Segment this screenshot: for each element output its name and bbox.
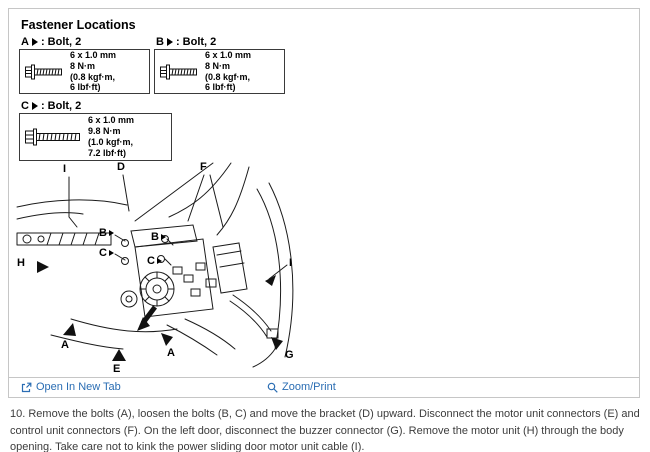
- fastener-c-spec-text: [88, 115, 134, 159]
- diagram-label-d: [117, 161, 125, 173]
- label-letter: H: [17, 257, 25, 269]
- magnifier-icon: [267, 382, 278, 393]
- diagram-label-e: [113, 363, 120, 375]
- fastener-b-type: : Bolt, 2: [175, 36, 217, 48]
- fastener-c-type: : Bolt, 2: [40, 100, 82, 112]
- fastener-b-letter: B: [156, 36, 164, 48]
- label-letter: C: [147, 255, 155, 267]
- bolt-icon: [160, 64, 198, 80]
- fastener-c-letter: C: [21, 100, 29, 112]
- spec-line: 8 N·m: [70, 60, 96, 71]
- spec-line: 8 N·m: [205, 60, 231, 71]
- spec-line: (0.8 kgf·m,: [70, 71, 116, 82]
- diagram-label-i: [289, 257, 292, 269]
- figure-toolbar: [9, 377, 639, 397]
- fastener-a-type: : Bolt, 2: [40, 36, 82, 48]
- diagram-label-b: [99, 227, 114, 239]
- label-letter: B: [151, 231, 159, 243]
- fastener-a-letter: A: [21, 36, 29, 48]
- label-letter: C: [99, 247, 107, 259]
- label-letter: E: [113, 363, 121, 375]
- open-in-new-tab-label: Open In New Tab: [36, 381, 121, 393]
- spec-line: 9.8 N·m: [88, 126, 121, 137]
- spec-line: 6 lbf·ft): [205, 82, 236, 93]
- diagram-label-g: [285, 349, 294, 361]
- diagram-label-a: [61, 339, 69, 351]
- label-letter: D: [117, 161, 125, 173]
- instruction-text: 10. Remove the bolts (A), loosen the bolts (B, C) and move the bracket (D) upward. Disconnect the motor unit connectors (E) and control unit connectors (F). On the left door, disconnect the buzzer connector (G). Remove the motor unit (H) through the body opening. Take care not to kink the power sliding door motor unit cable (I).: [10, 408, 640, 452]
- diagram-label-c: [99, 247, 114, 259]
- label-letter: A: [61, 339, 69, 351]
- fastener-b-label: [156, 36, 216, 48]
- label-letter: G: [285, 349, 294, 361]
- label-letter: B: [99, 227, 107, 239]
- diagram-label-h: [17, 257, 25, 269]
- open-in-new-tab-link[interactable]: [21, 381, 121, 393]
- diagram-label-i: [63, 163, 66, 175]
- bolt-icon: [25, 64, 63, 80]
- figure-panel: [8, 8, 640, 398]
- label-letter: I: [63, 163, 67, 175]
- zoom-print-label: Zoom/Print: [282, 381, 336, 393]
- spec-line: 7.2 lbf·ft): [88, 147, 126, 158]
- diagram-label-f: [200, 161, 207, 173]
- spec-line: 6 x 1.0 mm: [205, 49, 252, 60]
- fastener-a-spec-box: [19, 49, 150, 94]
- label-letter: F: [200, 161, 207, 173]
- figure-title: Fastener Locations: [21, 18, 136, 32]
- fastener-a-spec-text: [70, 50, 116, 94]
- exploded-view-diagram: [15, 161, 317, 377]
- pointer-icon: [109, 250, 114, 256]
- spec-line: 6 x 1.0 mm: [70, 49, 117, 60]
- label-letter: I: [289, 257, 293, 269]
- bolt-icon: [25, 128, 81, 146]
- pointer-icon: [32, 102, 38, 110]
- spec-line: (1.0 kgf·m,: [88, 137, 134, 147]
- label-letter: A: [167, 347, 175, 359]
- pointer-icon: [157, 258, 162, 264]
- pointer-icon: [109, 230, 114, 236]
- spec-line: (0.8 kgf·m,: [205, 71, 251, 82]
- pointer-icon: [32, 38, 38, 46]
- zoom-print-link[interactable]: [267, 381, 336, 393]
- fastener-c-spec-box: [19, 113, 172, 161]
- fastener-b-spec-box: [154, 49, 285, 94]
- pointer-icon: [161, 234, 166, 240]
- spec-line: 6 lbf·ft): [70, 82, 101, 93]
- diagram-label-c: [147, 255, 162, 267]
- diagram-label-a: [167, 347, 175, 359]
- new-tab-icon: [21, 382, 32, 393]
- fastener-c-label: [21, 100, 81, 112]
- fastener-a-label: [21, 36, 81, 48]
- pointer-icon: [167, 38, 173, 46]
- fastener-b-spec-text: [205, 50, 251, 94]
- diagram-label-b: [151, 231, 166, 243]
- spec-line: 6 x 1.0 mm: [88, 115, 135, 126]
